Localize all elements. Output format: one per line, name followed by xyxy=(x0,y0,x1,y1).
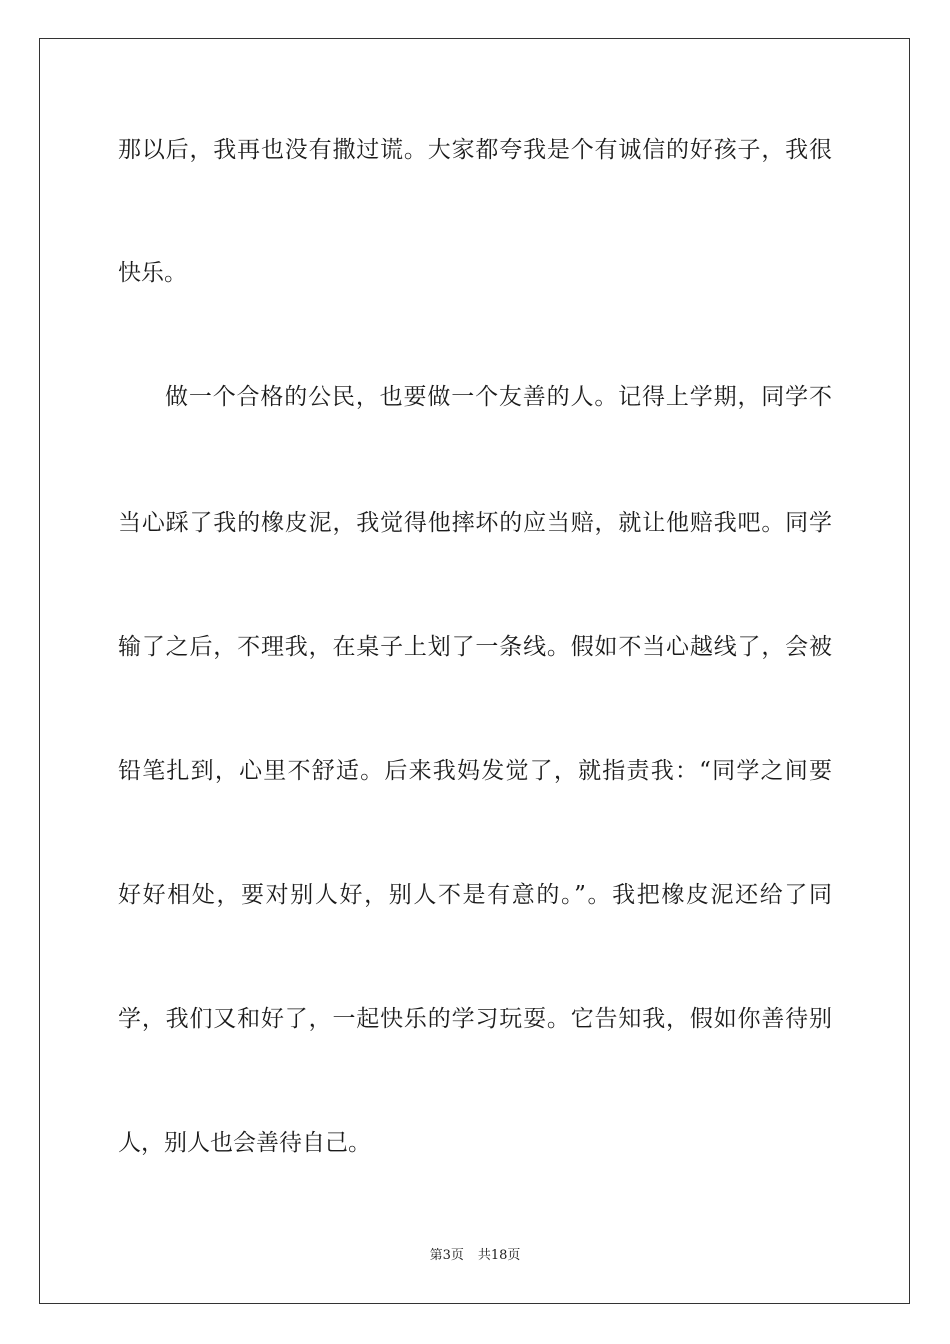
paragraph-line: 做一个合格的公民，也要做一个友善的人。记得上学期，同学不 xyxy=(165,384,832,410)
page-number: 第3页 xyxy=(429,1248,464,1263)
paragraph-line: 好好相处，要对别人好，别人不是有意的。”。我把橡皮泥还给了同 xyxy=(118,882,832,908)
paragraph-line: 当心踩了我的橡皮泥，我觉得他摔坏的应当赔，就让他赔我吧。同学 xyxy=(118,510,832,536)
page-footer xyxy=(0,1247,950,1265)
paragraph-line: 那以后，我再也没有撒过谎。大家都夸我是个有诚信的好孩子，我很 xyxy=(118,137,832,163)
paragraph-line: 快乐。 xyxy=(118,260,187,286)
paragraph-line: 铅笔扎到，心里不舒适。后来我妈发觉了，就指责我：“同学之间要 xyxy=(118,758,832,784)
page-border xyxy=(39,38,910,1304)
paragraph-line: 学，我们又和好了，一起快乐的学习玩耍。它告知我，假如你善待别 xyxy=(118,1006,832,1032)
page-total: 共18页 xyxy=(477,1248,521,1263)
paragraph-line: 输了之后，不理我，在桌子上划了一条线。假如不当心越线了，会被 xyxy=(118,634,832,660)
paragraph-line: 人，别人也会善待自己。 xyxy=(118,1130,371,1156)
